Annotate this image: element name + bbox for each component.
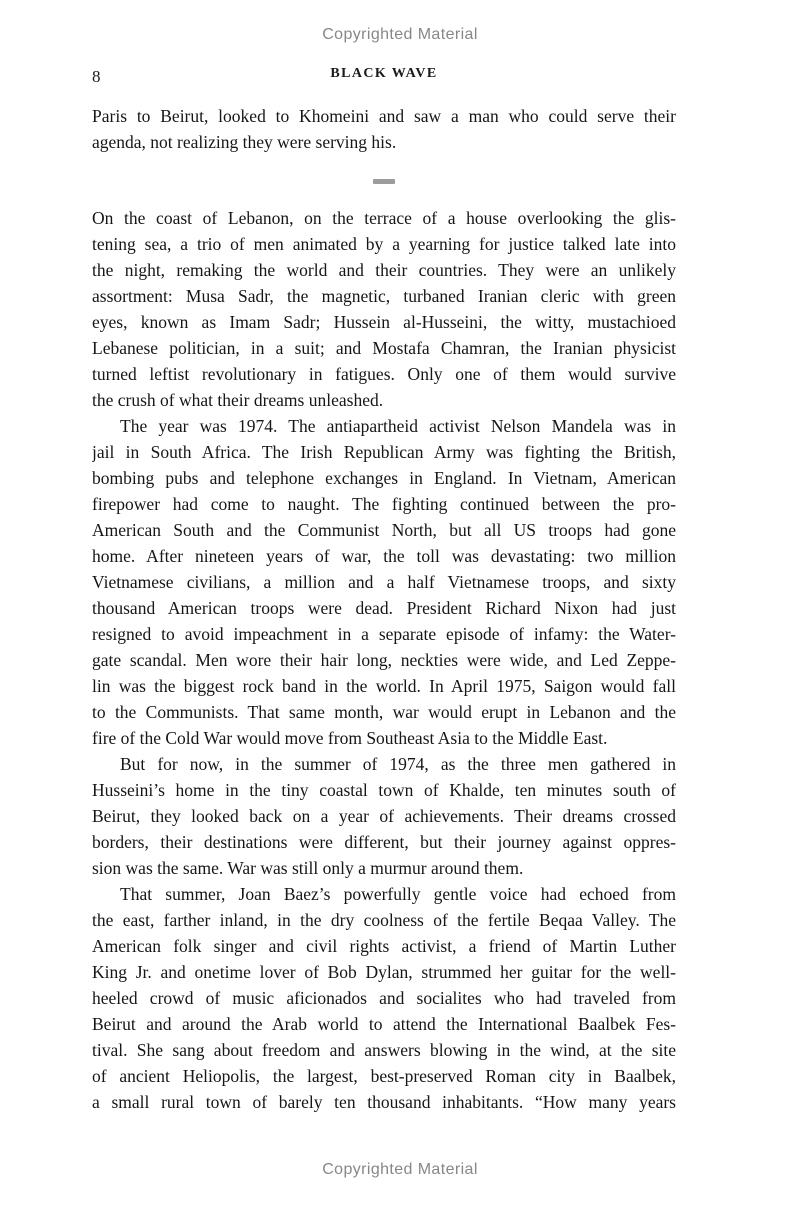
text-line: a small rural town of barely ten thousand inhabitants. “How many years [92,1092,676,1112]
text-line: American folk singer and civil rights activist, a friend of Martin Luther [92,936,676,956]
paragraph [92,205,676,413]
text-line: turned leftist revolutionary in fatigues. Only one of them would survive [92,364,676,384]
section-break-dash-icon [373,179,395,184]
section-break [92,155,676,205]
text-line: Vietnamese civilians, a million and a half Vietnamese troops, and sixty [92,572,676,592]
text-line: lin was the biggest rock band in the world. In April 1975, Saigon would fall [92,676,676,696]
text-line: Husseini’s home in the tiny coastal town of Khalde, ten minutes south of [92,780,676,800]
text-line: tening sea, a trio of men animated by a yearning for justice talked late into [92,234,676,254]
text-line: sion was the same. War was still only a murmur around them. [92,858,524,878]
page-number: 8 [92,67,101,86]
text-line: firepower had come to naught. The fighting continued between the pro- [92,494,676,514]
text-line: assortment: Musa Sadr, the magnetic, turbaned Iranian cleric with green [92,286,676,306]
copyright-notice-bottom: Copyrighted Material [322,1161,478,1178]
running-header: BLACK WAVE [330,66,438,81]
text-line: gate scandal. Men wore their hair long, neckties were wide, and Led Zeppe- [92,650,676,670]
page-header [92,66,676,88]
copyright-notice-top: Copyrighted Material [322,26,478,43]
text-line: bombing pubs and telephone exchanges in England. In Vietnam, American [92,468,676,488]
text-line: Beirut and around the Arab world to attend the International Baalbek Fes- [92,1014,676,1034]
text-line: the east, farther inland, in the dry coolness of the fertile Beqaa Valley. The [92,910,676,930]
text-line: The year was 1974. The antiapartheid activist Nelson Mandela was in [120,416,676,436]
text-line: resigned to avoid impeachment in a separate episode of infamy: the Water- [92,624,676,644]
text-line: King Jr. and onetime lover of Bob Dylan, strummed her guitar for the well- [92,962,676,982]
paragraph [92,881,676,1115]
paragraph [92,103,676,155]
paragraph [92,413,676,751]
text-line: Paris to Beirut, looked to Khomeini and saw a man who could serve their [92,106,676,126]
text-line: agenda, not realizing they were serving his. [92,132,397,152]
text-line: That summer, Joan Baez’s powerfully gentle voice had echoed from [120,884,676,904]
text-line: of ancient Heliopolis, the largest, best-preserved Roman city in Baalbek, [92,1066,676,1086]
text-line: fire of the Cold War would move from Southeast Asia to the Middle East. [92,728,608,748]
page-body [92,103,676,1115]
text-line: jail in South Africa. The Irish Republican Army was fighting the British, [92,442,676,462]
text-line: borders, their destinations were different, but their journey against oppres- [92,832,676,852]
text-line: home. After nineteen years of war, the toll was devastating: two million [92,546,676,566]
text-line: Beirut, they looked back on a year of achievements. Their dreams crossed [92,806,676,826]
text-line: American South and the Communist North, but all US troops had gone [92,520,676,540]
paragraph [92,751,676,881]
text-line: tival. She sang about freedom and answers blowing in the wind, at the site [92,1040,676,1060]
text-line: thousand American troops were dead. President Richard Nixon had just [92,598,676,618]
text-line: Lebanese politician, in a suit; and Mostafa Chamran, the Iranian physicist [92,338,676,358]
text-line: But for now, in the summer of 1974, as the three men gathered in [120,754,676,774]
text-line: the night, remaking the world and their countries. They were an unlikely [92,260,676,280]
text-line: to the Communists. That same month, war would erupt in Lebanon and the [92,702,676,722]
text-line: eyes, known as Imam Sadr; Hussein al-Husseini, the witty, mustachioed [92,312,676,332]
text-line: heeled crowd of music aficionados and socialites who had traveled from [92,988,676,1008]
text-line: On the coast of Lebanon, on the terrace of a house overlooking the glis- [92,208,676,228]
text-line: the crush of what their dreams unleashed. [92,390,384,410]
